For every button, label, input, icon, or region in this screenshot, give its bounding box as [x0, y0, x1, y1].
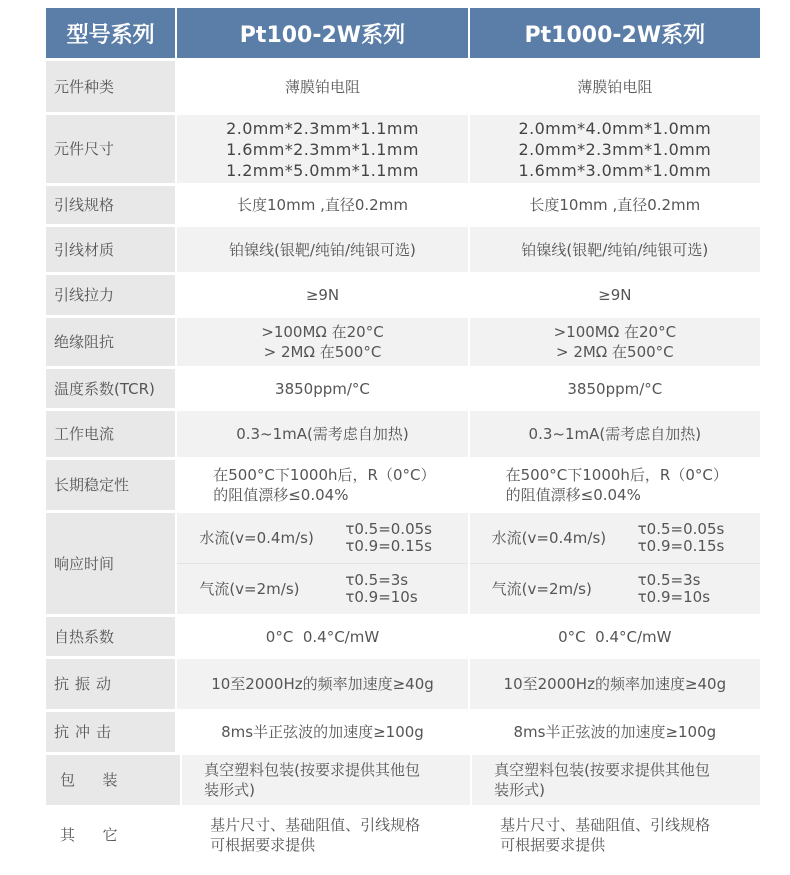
row-tcr: [46, 369, 760, 408]
row-label: 元件尺寸: [46, 115, 175, 183]
size-line: 2.0mm*2.3mm*1.1mm: [226, 118, 419, 138]
other-line: 可根据要求提供: [500, 835, 606, 854]
pt100-value: [175, 318, 467, 366]
table-header: [46, 8, 760, 58]
row-label: 响应时间: [46, 513, 175, 614]
row-label: 包 装: [46, 755, 180, 805]
air-flow-cell: [177, 563, 467, 614]
packaging-line: 装形式): [204, 781, 256, 799]
row-label: 绝缘阻抗: [46, 318, 175, 366]
pt100-value: 0°C 0.4°C/mW: [175, 617, 467, 656]
tau-value: τ0.9=10s: [345, 588, 418, 606]
pt1000-value: 铂镍线(银靶/纯铂/纯银可选): [468, 227, 760, 272]
medium-label: 气流(v=2m/s): [491, 580, 592, 598]
packaging-line: 装形式): [494, 781, 545, 799]
spec-table: [46, 8, 760, 861]
size-line: 1.6mm*2.3mm*1.1mm: [226, 139, 419, 159]
stability-line: 的阻值漂移≤0.04%: [213, 486, 349, 504]
row-lead-tension: [46, 275, 760, 315]
medium-label: 水流(v=0.4m/s): [199, 529, 314, 547]
pt1000-value: 10至2000Hz的频率加速度≥40g: [468, 659, 760, 709]
water-flow-cell: [470, 513, 760, 563]
pt1000-value: [468, 513, 760, 614]
size-line: 2.0mm*2.3mm*1.0mm: [518, 139, 712, 159]
stability-line: 在500°C下1000h后，R（0°C）: [505, 466, 728, 484]
other-line: 可根据要求提供: [210, 835, 316, 854]
row-label: 温度系数(TCR): [46, 369, 175, 408]
row-element-size: [46, 115, 760, 183]
tau-value: τ0.5=3s: [345, 571, 409, 589]
insulation-line: > 2MΩ 在500°C: [263, 343, 382, 361]
insulation-line: > 2MΩ 在500°C: [555, 343, 674, 361]
row-lead-material: [46, 227, 760, 272]
pt100-value: [180, 755, 470, 805]
packaging-line: 真空塑料包装(按要求提供其他包: [494, 761, 710, 779]
pt1000-value: 薄膜铂电阻: [468, 61, 760, 112]
pt100-value: [175, 115, 467, 183]
pt1000-value: 3850ppm/°C: [468, 369, 760, 408]
pt100-value: 10至2000Hz的频率加速度≥40g: [175, 659, 467, 709]
row-vibration: [46, 659, 760, 709]
header-series-label: 型号系列: [66, 22, 155, 48]
row-label: 抗冲击: [46, 712, 175, 752]
pt1000-value: 0.3~1mA(需考虑自加热): [468, 411, 760, 457]
row-label: 引线材质: [46, 227, 175, 272]
pt100-value: [175, 513, 467, 614]
air-flow-cell: [470, 563, 760, 614]
pt100-value: [180, 808, 470, 861]
pt1000-value: [468, 318, 760, 366]
pt100-value: 薄膜铂电阻: [175, 61, 467, 112]
row-insulation: [46, 318, 760, 366]
row-response-time: [46, 513, 760, 614]
row-label: 引线规格: [46, 186, 175, 224]
medium-label: 气流(v=2m/s): [199, 580, 300, 598]
tau-value: τ0.9=0.15s: [345, 537, 432, 555]
stability-line: 在500°C下1000h后，R（0°C）: [213, 466, 436, 484]
tau-value: τ0.5=0.05s: [345, 520, 432, 538]
size-line: 2.0mm*4.0mm*1.0mm: [518, 118, 712, 138]
row-element-type: [46, 61, 760, 112]
row-label: 引线拉力: [46, 275, 175, 315]
row-lead-spec: [46, 186, 760, 224]
row-packaging: [46, 755, 760, 805]
row-stability: [46, 460, 760, 510]
row-current: [46, 411, 760, 457]
pt1000-value: [470, 755, 760, 805]
pt100-value: 8ms半正弦波的加速度≥100g: [175, 712, 467, 752]
pt100-value: 3850ppm/°C: [175, 369, 467, 408]
row-other: [46, 808, 760, 861]
pt1000-value: 长度10mm ,直径0.2mm: [468, 186, 760, 224]
row-label: 长期稳定性: [46, 460, 175, 510]
header-pt100: Pt100-2W系列: [175, 8, 467, 58]
pt1000-value: [470, 808, 760, 861]
row-label: 自热系数: [46, 617, 175, 656]
medium-label: 水流(v=0.4m/s): [491, 529, 607, 547]
pt1000-value: 8ms半正弦波的加速度≥100g: [468, 712, 760, 752]
size-line: 1.2mm*5.0mm*1.1mm: [226, 160, 419, 180]
pt100-value: ≥9N: [175, 275, 467, 315]
header-pt1000: Pt1000-2W系列: [468, 8, 760, 58]
pt100-value: 0.3~1mA(需考虑自加热): [175, 411, 467, 457]
row-label: 元件种类: [46, 61, 175, 112]
row-label: 工作电流: [46, 411, 175, 457]
insulation-line: >100MΩ 在20°C: [261, 323, 384, 341]
stability-line: 的阻值漂移≤0.04%: [505, 486, 641, 504]
size-line: 1.6mm*3.0mm*1.0mm: [518, 160, 712, 180]
row-label: 其 它: [46, 808, 180, 861]
row-shock: [46, 712, 760, 752]
tau-value: τ0.9=10s: [637, 588, 711, 606]
other-line: 基片尺寸、基础阻值、引线规格: [500, 815, 711, 834]
other-line: 基片尺寸、基础阻值、引线规格: [210, 815, 421, 834]
pt1000-value: ≥9N: [468, 275, 760, 315]
insulation-line: >100MΩ 在20°C: [553, 323, 677, 341]
water-flow-cell: [177, 513, 467, 563]
pt100-value: 铂镍线(银靶/纯铂/纯银可选): [175, 227, 467, 272]
pt1000-value: 0°C 0.4°C/mW: [468, 617, 760, 656]
row-label: 抗振动: [46, 659, 175, 709]
packaging-line: 真空塑料包装(按要求提供其他包: [204, 761, 421, 779]
row-self-heating: [46, 617, 760, 656]
pt1000-value: [468, 115, 760, 183]
tau-value: τ0.9=0.15s: [637, 537, 725, 555]
pt100-value: [175, 460, 467, 510]
tau-value: τ0.5=3s: [637, 571, 701, 589]
tau-value: τ0.5=0.05s: [637, 520, 725, 538]
pt1000-value: [468, 460, 760, 510]
pt100-value: 长度10mm ,直径0.2mm: [175, 186, 467, 224]
